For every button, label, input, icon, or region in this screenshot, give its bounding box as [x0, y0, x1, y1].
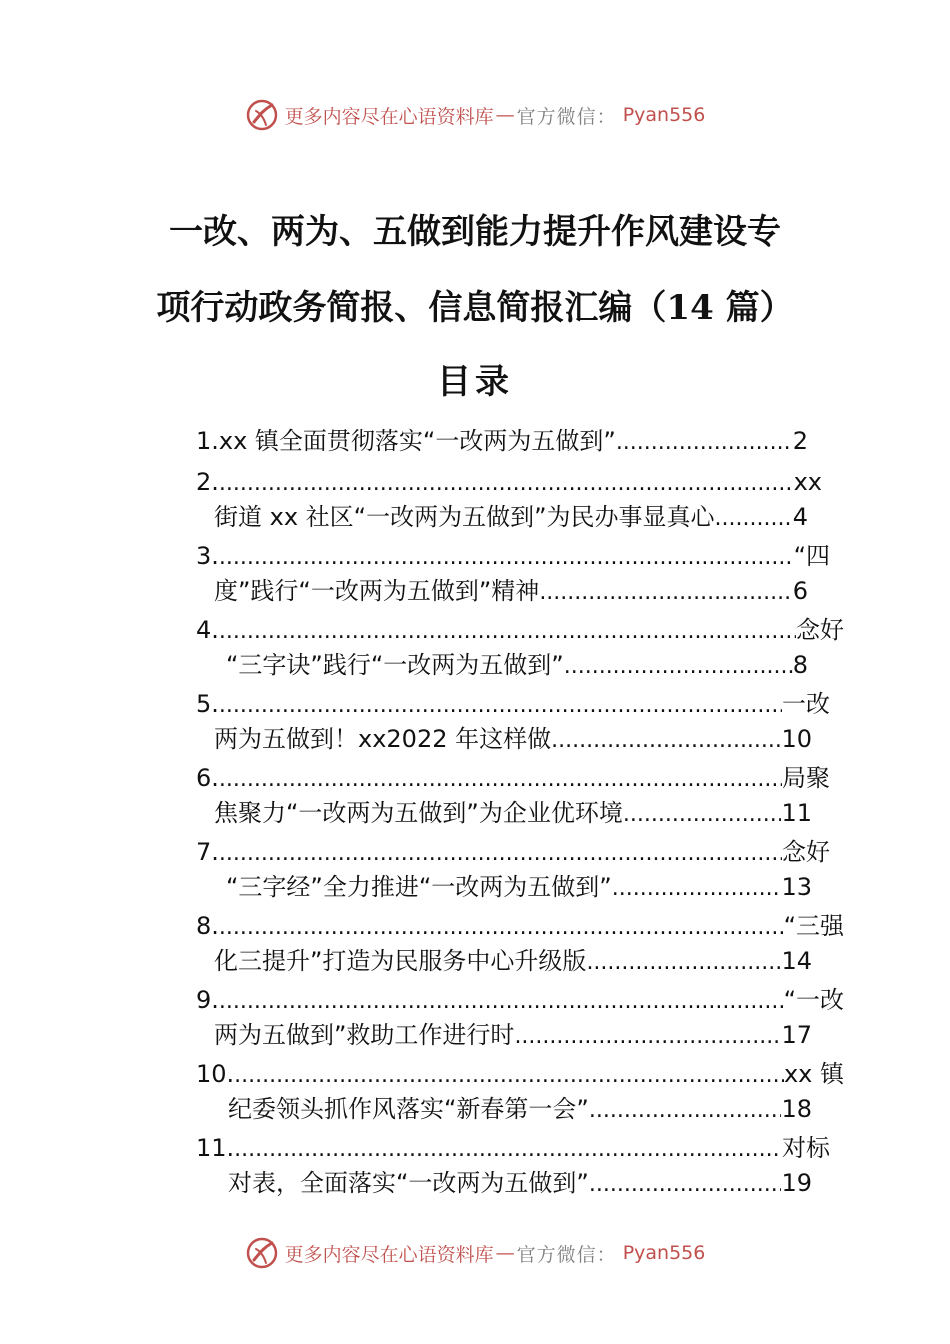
toc-leader-dots — [514, 1020, 781, 1054]
table-of-contents — [0, 420, 950, 1234]
watermark-separator: — — [495, 104, 515, 126]
toc-line-second — [226, 870, 812, 904]
toc-leader-dots — [219, 763, 782, 797]
toc-entry-text: 1.xx 镇全面贯彻落实“一改两为五做到” — [196, 427, 616, 455]
toc-entry-number: 11. — [196, 1134, 235, 1162]
watermark-brand: 更多内容尽在心语资料库 — [284, 1243, 494, 1266]
toc-line-second — [214, 796, 812, 830]
toc-entry-lead: 一改 — [782, 690, 830, 718]
toc-entry-text: 两为五做到”救助工作进行时 — [214, 1021, 515, 1049]
toc-line-second — [228, 1092, 812, 1126]
toc-leader-dots — [564, 650, 793, 684]
toc-leader-dots — [612, 872, 782, 906]
toc-line-first — [196, 1057, 844, 1091]
toc-line-second — [214, 1018, 812, 1052]
toc-entry-number: 5. — [196, 690, 219, 718]
toc-page-number: 10 — [781, 725, 812, 753]
header-watermark — [0, 95, 950, 135]
toc-leader-dots — [234, 1059, 784, 1093]
toc-entry-text: “三字诀”践行“一改两为五做到” — [226, 651, 564, 679]
toc-entry-text: 化三提升”打造为民服务中心升级版 — [214, 947, 587, 975]
watermark-official: 官方微信： — [516, 105, 617, 128]
toc-line-second — [214, 944, 812, 978]
toc-line — [196, 424, 808, 458]
toc-leader-dots — [616, 426, 793, 460]
footer-watermark — [0, 1233, 950, 1273]
toc-entry-text: 对表，全面落实“一改两为五做到” — [228, 1169, 589, 1197]
toc-page-number: 4 — [792, 503, 808, 531]
toc-page-number: 11 — [781, 799, 812, 827]
toc-entry-lead: “一改 — [783, 986, 844, 1014]
brush-logo-icon — [245, 1236, 279, 1270]
toc-entry-text: 两为五做到！xx2022 年这样做 — [214, 725, 552, 753]
toc-leader-dots — [219, 911, 784, 945]
toc-line-second — [226, 648, 808, 682]
toc-entry-number: 6. — [196, 764, 219, 792]
toc-entry-text: “三字经”全力推进“一改两为五做到” — [226, 873, 612, 901]
toc-line-first — [196, 761, 830, 795]
toc-leader-dots — [539, 576, 792, 610]
toc-line-second — [228, 1166, 812, 1200]
toc-line-first — [196, 465, 822, 499]
toc-leader-dots — [623, 798, 782, 832]
toc-leader-dots — [219, 467, 794, 501]
toc-line-first — [196, 909, 844, 943]
toc-leader-dots — [219, 689, 782, 723]
brush-logo-icon — [245, 98, 279, 132]
toc-page-number: 8 — [792, 651, 808, 679]
toc-entry-lead: 局聚 — [782, 764, 830, 792]
toc-page-number: 2 — [792, 427, 808, 455]
toc-entry-text: 度”践行“一改两为五做到”精神 — [214, 577, 540, 605]
toc-entry-number: 8. — [196, 912, 219, 940]
toc-leader-dots — [589, 1168, 782, 1202]
toc-leader-dots — [219, 615, 796, 649]
toc-page-number: 6 — [792, 577, 808, 605]
toc-leader-dots — [219, 837, 782, 871]
toc-leader-dots — [715, 502, 793, 536]
toc-entry-lead: 对标 — [782, 1134, 830, 1162]
toc-line-second — [214, 500, 808, 534]
toc-line-first — [196, 1131, 830, 1165]
document-title-line-1: 一改、两为、五做到能力提升作风建设专 — [169, 212, 781, 252]
toc-page-number: 19 — [781, 1169, 812, 1197]
toc-entry-lead: 念好 — [782, 838, 830, 866]
toc-leader-dots — [589, 1094, 782, 1128]
toc-entry-lead: “四 — [793, 542, 830, 570]
watermark-separator: — — [495, 1242, 515, 1264]
watermark-wechat-id: Pyan556 — [622, 1242, 706, 1264]
toc-page-number: 17 — [781, 1021, 812, 1049]
watermark-official: 官方微信： — [516, 1243, 617, 1266]
toc-entry-text: 纪委领头抓作风落实“新春第一会” — [228, 1095, 589, 1123]
toc-entry-lead: 念好 — [796, 616, 844, 644]
toc-page-number: 14 — [781, 947, 812, 975]
toc-page-number: 18 — [781, 1095, 812, 1123]
toc-leader-dots — [551, 724, 781, 758]
toc-entry-number: 2. — [196, 468, 219, 496]
toc-entry-number: 9. — [196, 986, 219, 1014]
toc-line-first — [196, 983, 844, 1017]
toc-entry-lead: “三强 — [783, 912, 844, 940]
toc-line-second — [214, 722, 812, 756]
toc-entry-number: 4. — [196, 616, 219, 644]
toc-line-second — [214, 574, 808, 608]
toc-heading: 目录 — [437, 362, 513, 402]
watermark-brand: 更多内容尽在心语资料库 — [284, 105, 494, 128]
toc-entry-text: 焦聚力“一改两为五做到”为企业优环境 — [214, 799, 623, 827]
toc-entry-11[interactable] — [0, 1134, 950, 1234]
toc-entry-number: 3. — [196, 542, 219, 570]
toc-leader-dots — [586, 946, 781, 980]
toc-page-number: 13 — [781, 873, 812, 901]
toc-entry-number: 7. — [196, 838, 219, 866]
watermark-wechat-id: Pyan556 — [622, 104, 706, 126]
toc-line-first — [196, 687, 830, 721]
toc-entry-lead: xx — [793, 468, 822, 496]
toc-entry-lead: xx 镇 — [783, 1060, 844, 1088]
toc-entry-text: 街道 xx 社区“一改两为五做到”为民办事显真心 — [214, 503, 715, 531]
document-title-line-2: 项行动政务简报、信息简报汇编（14 篇） — [156, 288, 794, 328]
toc-entry-number: 10. — [196, 1060, 235, 1088]
toc-line-first — [196, 539, 830, 573]
toc-line-first — [196, 613, 844, 647]
toc-line-first — [196, 835, 830, 869]
toc-leader-dots — [219, 985, 784, 1019]
toc-leader-dots — [219, 541, 794, 575]
toc-leader-dots — [234, 1133, 782, 1167]
